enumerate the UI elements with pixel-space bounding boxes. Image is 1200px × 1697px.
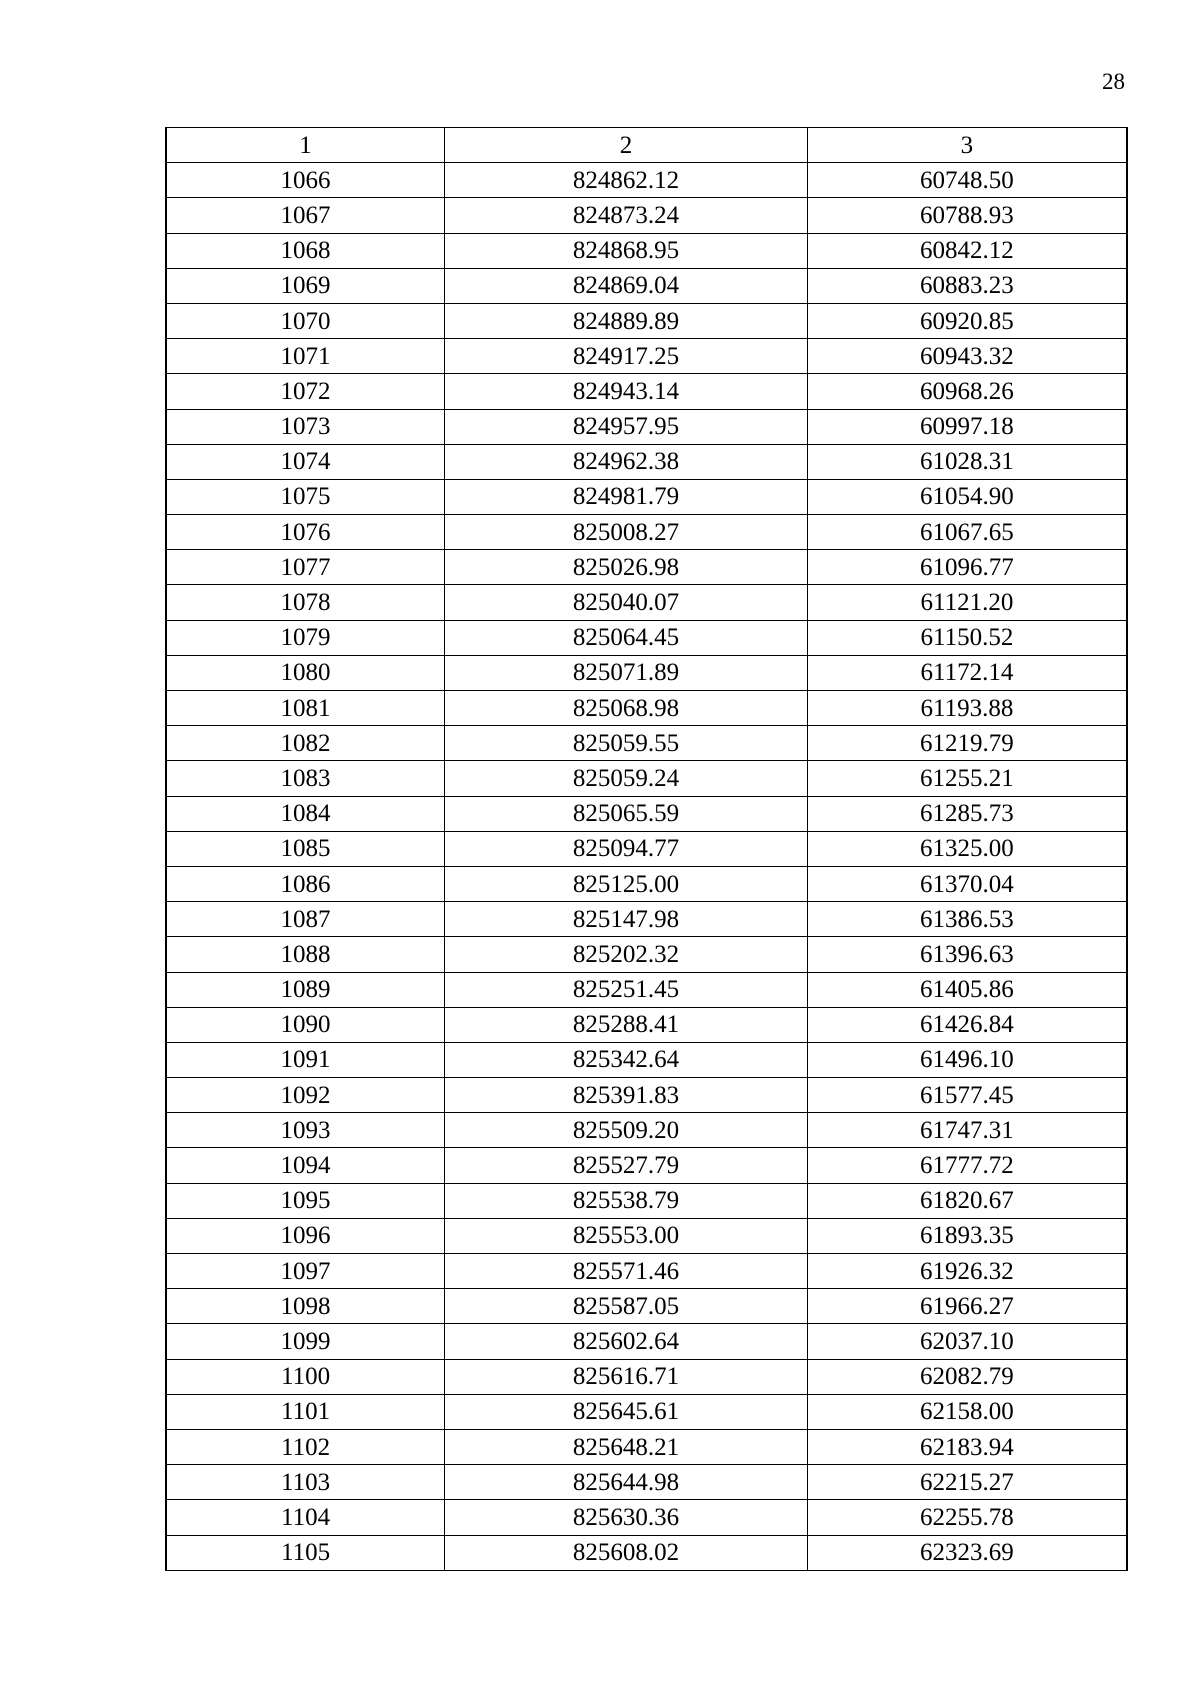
coordinate-y-cell: 61121.20 (807, 585, 1127, 620)
coordinate-y-cell: 61172.14 (807, 655, 1127, 690)
table-row (166, 409, 1127, 444)
coordinate-y-cell: 61747.31 (807, 1113, 1127, 1148)
coordinate-y-cell: 61096.77 (807, 550, 1127, 585)
point-number-cell: 1104 (166, 1500, 445, 1535)
coordinate-x-cell: 825094.77 (445, 831, 808, 866)
coordinate-y-cell: 62183.94 (807, 1429, 1127, 1464)
coordinate-y-cell: 60883.23 (807, 268, 1127, 303)
coordinate-x-cell: 825630.36 (445, 1500, 808, 1535)
point-number-cell: 1075 (166, 479, 445, 514)
coordinate-x-cell: 825527.79 (445, 1148, 808, 1183)
coordinate-x-cell: 825125.00 (445, 866, 808, 901)
coordinate-y-cell: 60748.50 (807, 163, 1127, 198)
coordinates-table (165, 127, 1128, 1571)
coordinate-x-cell: 824943.14 (445, 374, 808, 409)
point-number-cell: 1090 (166, 1007, 445, 1042)
coordinate-y-cell: 62082.79 (807, 1359, 1127, 1394)
point-number-cell: 1097 (166, 1254, 445, 1289)
table-row (166, 339, 1127, 374)
point-number-cell: 1074 (166, 444, 445, 479)
table-row (166, 796, 1127, 831)
point-number-cell: 1067 (166, 198, 445, 233)
coordinate-x-cell: 825065.59 (445, 796, 808, 831)
point-number-cell: 1091 (166, 1042, 445, 1077)
table-header-row (166, 128, 1127, 163)
point-number-cell: 1076 (166, 515, 445, 550)
coordinate-y-cell: 60920.85 (807, 303, 1127, 338)
coordinate-x-cell: 825147.98 (445, 902, 808, 937)
table-row (166, 1359, 1127, 1394)
coordinate-x-cell: 824917.25 (445, 339, 808, 374)
coordinate-y-cell: 61150.52 (807, 620, 1127, 655)
table-row (166, 479, 1127, 514)
table-row (166, 691, 1127, 726)
point-number-cell: 1081 (166, 691, 445, 726)
coordinate-y-cell: 61325.00 (807, 831, 1127, 866)
coordinate-x-cell: 825645.61 (445, 1394, 808, 1429)
coordinate-x-cell: 825602.64 (445, 1324, 808, 1359)
coordinate-y-cell: 62037.10 (807, 1324, 1127, 1359)
coordinate-x-cell: 824873.24 (445, 198, 808, 233)
point-number-cell: 1078 (166, 585, 445, 620)
coordinate-y-cell: 60997.18 (807, 409, 1127, 444)
table-row (166, 866, 1127, 901)
table-row (166, 374, 1127, 409)
point-number-cell: 1093 (166, 1113, 445, 1148)
table-row (166, 268, 1127, 303)
coordinate-x-cell: 825616.71 (445, 1359, 808, 1394)
point-number-cell: 1105 (166, 1535, 445, 1570)
column-header: 2 (445, 128, 808, 163)
point-number-cell: 1068 (166, 233, 445, 268)
point-number-cell: 1072 (166, 374, 445, 409)
coordinate-y-cell: 62255.78 (807, 1500, 1127, 1535)
coordinate-x-cell: 824862.12 (445, 163, 808, 198)
table-row (166, 1429, 1127, 1464)
table-row (166, 1218, 1127, 1253)
point-number-cell: 1100 (166, 1359, 445, 1394)
coordinate-x-cell: 825644.98 (445, 1465, 808, 1500)
coordinate-y-cell: 61926.32 (807, 1254, 1127, 1289)
coordinate-x-cell: 825059.24 (445, 761, 808, 796)
point-number-cell: 1101 (166, 1394, 445, 1429)
coordinate-x-cell: 824869.04 (445, 268, 808, 303)
point-number-cell: 1088 (166, 937, 445, 972)
point-number-cell: 1098 (166, 1289, 445, 1324)
coordinate-x-cell: 825553.00 (445, 1218, 808, 1253)
coordinate-x-cell: 824868.95 (445, 233, 808, 268)
table-row (166, 303, 1127, 338)
table-row (166, 515, 1127, 550)
coordinate-x-cell: 825571.46 (445, 1254, 808, 1289)
coordinate-y-cell: 61405.86 (807, 972, 1127, 1007)
coordinate-y-cell: 62323.69 (807, 1535, 1127, 1570)
table-row (166, 1007, 1127, 1042)
coordinate-y-cell: 60968.26 (807, 374, 1127, 409)
coordinate-x-cell: 824981.79 (445, 479, 808, 514)
table-row (166, 1254, 1127, 1289)
point-number-cell: 1095 (166, 1183, 445, 1218)
column-header: 3 (807, 128, 1127, 163)
table-row (166, 761, 1127, 796)
table-row (166, 1042, 1127, 1077)
table-row (166, 1394, 1127, 1429)
coordinate-y-cell: 61219.79 (807, 726, 1127, 761)
table-row (166, 902, 1127, 937)
table-row (166, 550, 1127, 585)
coordinate-y-cell: 61426.84 (807, 1007, 1127, 1042)
table-body (166, 163, 1127, 1571)
table-row (166, 1324, 1127, 1359)
table-row (166, 1113, 1127, 1148)
point-number-cell: 1084 (166, 796, 445, 831)
coordinate-y-cell: 61386.53 (807, 902, 1127, 937)
coordinate-x-cell: 825068.98 (445, 691, 808, 726)
table-row (166, 620, 1127, 655)
point-number-cell: 1082 (166, 726, 445, 761)
coordinate-y-cell: 61577.45 (807, 1078, 1127, 1113)
table-row (166, 585, 1127, 620)
coordinate-y-cell: 60842.12 (807, 233, 1127, 268)
coordinate-y-cell: 61777.72 (807, 1148, 1127, 1183)
point-number-cell: 1094 (166, 1148, 445, 1183)
table-row (166, 1078, 1127, 1113)
coordinate-x-cell: 825342.64 (445, 1042, 808, 1077)
coordinate-y-cell: 62215.27 (807, 1465, 1127, 1500)
table-row (166, 1500, 1127, 1535)
coordinate-y-cell: 61820.67 (807, 1183, 1127, 1218)
coordinate-x-cell: 824889.89 (445, 303, 808, 338)
coordinate-y-cell: 60788.93 (807, 198, 1127, 233)
point-number-cell: 1077 (166, 550, 445, 585)
table-row (166, 198, 1127, 233)
point-number-cell: 1085 (166, 831, 445, 866)
coordinate-y-cell: 61067.65 (807, 515, 1127, 550)
coordinate-y-cell: 61396.63 (807, 937, 1127, 972)
coordinate-x-cell: 825509.20 (445, 1113, 808, 1148)
table-row (166, 1148, 1127, 1183)
table-row (166, 444, 1127, 479)
coordinate-y-cell: 60943.32 (807, 339, 1127, 374)
point-number-cell: 1089 (166, 972, 445, 1007)
table-row (166, 726, 1127, 761)
coordinate-y-cell: 61496.10 (807, 1042, 1127, 1077)
coordinate-x-cell: 825538.79 (445, 1183, 808, 1218)
table-row (166, 1289, 1127, 1324)
coordinate-x-cell: 824957.95 (445, 409, 808, 444)
coordinate-x-cell: 825251.45 (445, 972, 808, 1007)
table-row (166, 655, 1127, 690)
point-number-cell: 1080 (166, 655, 445, 690)
point-number-cell: 1070 (166, 303, 445, 338)
point-number-cell: 1087 (166, 902, 445, 937)
column-header: 1 (166, 128, 445, 163)
coordinate-x-cell: 825608.02 (445, 1535, 808, 1570)
table-row (166, 163, 1127, 198)
coordinate-x-cell: 825391.83 (445, 1078, 808, 1113)
point-number-cell: 1083 (166, 761, 445, 796)
point-number-cell: 1066 (166, 163, 445, 198)
table-row (166, 937, 1127, 972)
point-number-cell: 1086 (166, 866, 445, 901)
table-row (166, 1465, 1127, 1500)
coordinate-x-cell: 825059.55 (445, 726, 808, 761)
coordinate-y-cell: 61193.88 (807, 691, 1127, 726)
coordinate-y-cell: 62158.00 (807, 1394, 1127, 1429)
table-row (166, 1183, 1127, 1218)
coordinate-x-cell: 825587.05 (445, 1289, 808, 1324)
point-number-cell: 1079 (166, 620, 445, 655)
coordinate-x-cell: 825288.41 (445, 1007, 808, 1042)
coordinate-y-cell: 61966.27 (807, 1289, 1127, 1324)
point-number-cell: 1069 (166, 268, 445, 303)
point-number-cell: 1071 (166, 339, 445, 374)
coordinate-y-cell: 61893.35 (807, 1218, 1127, 1253)
coordinate-x-cell: 824962.38 (445, 444, 808, 479)
point-number-cell: 1103 (166, 1465, 445, 1500)
page-number: 28 (1102, 69, 1125, 94)
table-row (166, 1535, 1127, 1570)
point-number-cell: 1102 (166, 1429, 445, 1464)
point-number-cell: 1099 (166, 1324, 445, 1359)
coordinate-x-cell: 825064.45 (445, 620, 808, 655)
point-number-cell: 1073 (166, 409, 445, 444)
point-number-cell: 1092 (166, 1078, 445, 1113)
table-row (166, 972, 1127, 1007)
coordinate-y-cell: 61028.31 (807, 444, 1127, 479)
coordinate-y-cell: 61285.73 (807, 796, 1127, 831)
coordinate-x-cell: 825071.89 (445, 655, 808, 690)
coordinate-x-cell: 825008.27 (445, 515, 808, 550)
coordinate-x-cell: 825648.21 (445, 1429, 808, 1464)
coordinate-y-cell: 61370.04 (807, 866, 1127, 901)
point-number-cell: 1096 (166, 1218, 445, 1253)
coordinate-x-cell: 825202.32 (445, 937, 808, 972)
table-row (166, 233, 1127, 268)
table-row (166, 831, 1127, 866)
coordinate-y-cell: 61054.90 (807, 479, 1127, 514)
coordinate-y-cell: 61255.21 (807, 761, 1127, 796)
coordinate-x-cell: 825026.98 (445, 550, 808, 585)
coordinate-x-cell: 825040.07 (445, 585, 808, 620)
